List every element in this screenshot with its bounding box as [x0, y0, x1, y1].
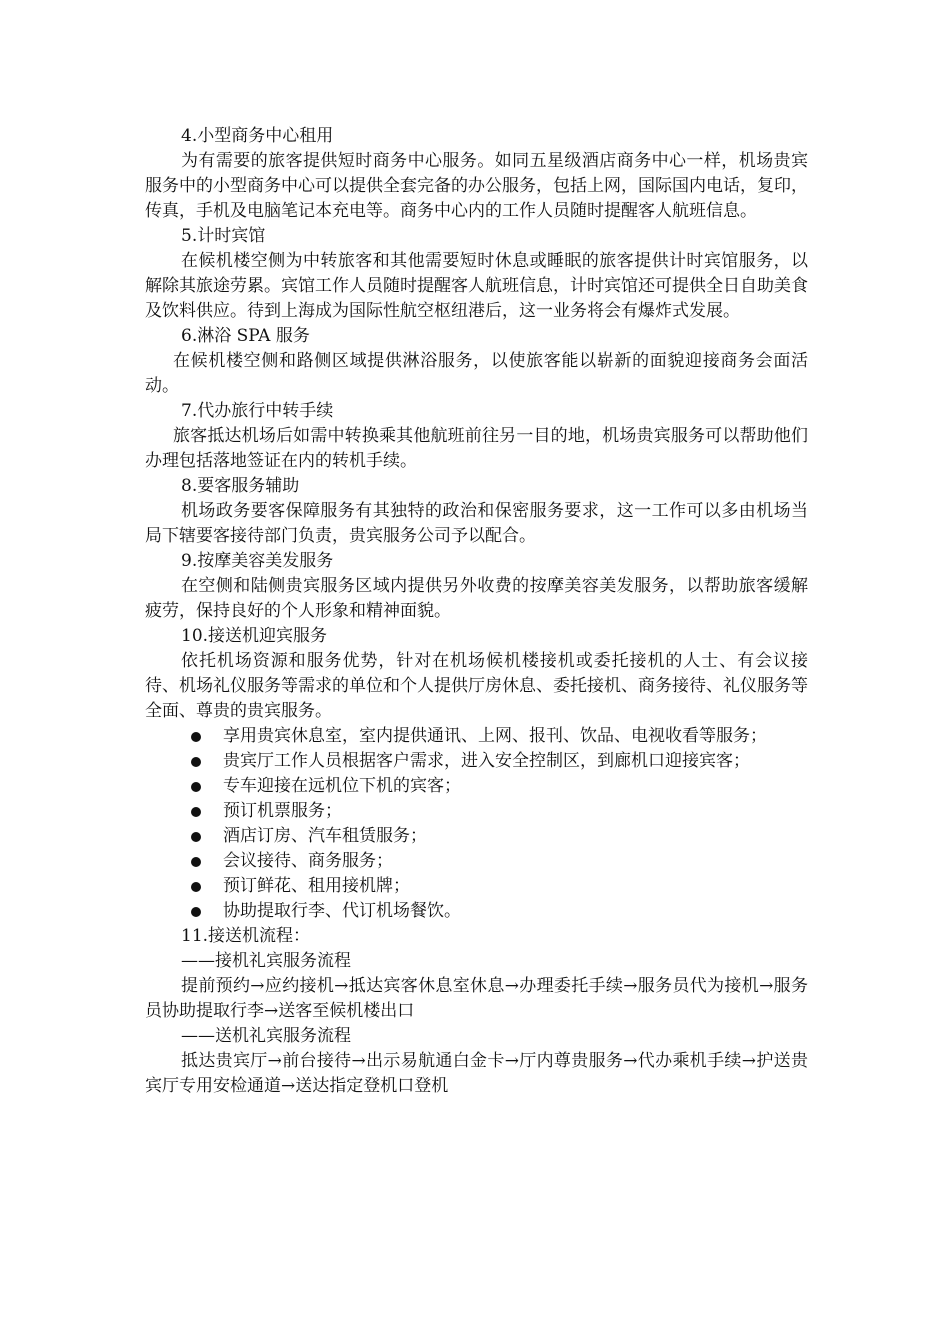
section-body-meet-greet: 依托机场资源和服务优势，针对在机场候机楼接机或委托接机的人士、有会议接待、机场礼仪服务等需求的单位和个人提供厅房休息、委托接机、商务接待、礼仪服务等全面、尊贵的贵宾服务。: [145, 651, 808, 721]
flow-heading-pickup: ——接机礼宾服务流程: [181, 951, 351, 971]
section-heading-business-center: 4.小型商务中心租用: [181, 126, 334, 146]
list-item: 专车迎接在远机位下机的宾客；: [145, 774, 808, 799]
section-heading-hourly-hotel: 5.计时宾馆: [181, 226, 266, 246]
flow-heading-dropoff: ——送机礼宾服务流程: [181, 1026, 351, 1046]
section-body-vip-assist: 机场政务要客保障服务有其独特的政治和保密服务要求，这一工作可以多由机场当局下辖要客接待部门负责，贵宾服务公司予以配合。: [145, 501, 808, 546]
bullet-dot-icon: [191, 757, 201, 767]
service-bullet-list: [145, 724, 808, 924]
section-heading-meet-greet: 10.接送机迎宾服务: [181, 626, 328, 646]
list-item: 预订机票服务；: [145, 799, 808, 824]
flow-body-pickup: 提前预约→应约接机→抵达宾客休息室休息→办理委托手续→服务员代为接机→服务员协助提取行李→送客至候机楼出口: [145, 976, 808, 1021]
document-page: [145, 124, 808, 1099]
list-item: 享用贵宾休息室，室内提供通讯、上网、报刊、饮品、电视收看等服务；: [145, 724, 808, 749]
list-item: 会议接待、商务服务；: [145, 849, 808, 874]
bullet-dot-icon: [191, 882, 201, 892]
section-body-hourly-hotel: 在候机楼空侧为中转旅客和其他需要短时休息或睡眠的旅客提供计时宾馆服务，以解除其旅途劳累。宾馆工作人员随时提醒客人航班信息，计时宾馆还可提供全日自助美食及饮料供应。待到上海成为国际性航空枢纽港后，这一业务将会有爆炸式发展。: [145, 251, 808, 321]
bullet-dot-icon: [191, 907, 201, 917]
section-body-transfer: 旅客抵达机场后如需中转换乘其他航班前往另一目的地，机场贵宾服务可以帮助他们办理包括落地签证在内的转机手续。: [145, 426, 808, 471]
section-heading-vip-assist: 8.要客服务辅助: [181, 476, 300, 496]
section-heading-flow: 11.接送机流程：: [181, 926, 311, 946]
bullet-dot-icon: [191, 807, 201, 817]
section-heading-transfer: 7.代办旅行中转手续: [181, 401, 334, 421]
list-item: 酒店订房、汽车租赁服务；: [145, 824, 808, 849]
bullet-dot-icon: [191, 732, 201, 742]
flow-body-dropoff: 抵达贵宾厅→前台接待→出示易航通白金卡→厅内尊贵服务→代办乘机手续→护送贵宾厅专用安检通道→送达指定登机口登机: [145, 1051, 808, 1096]
list-item: 预订鲜花、租用接机牌；: [145, 874, 808, 899]
bullet-dot-icon: [191, 857, 201, 867]
section-body-shower-spa: 在候机楼空侧和路侧区域提供淋浴服务，以使旅客能以崭新的面貌迎接商务会面活动。: [145, 351, 808, 396]
section-heading-massage: 9.按摩美容美发服务: [181, 551, 334, 571]
section-body-business-center: 为有需要的旅客提供短时商务中心服务。如同五星级酒店商务中心一样，机场贵宾服务中的小型商务中心可以提供全套完备的办公服务，包括上网，国际国内电话，复印，传真，手机及电脑笔记本充电等。商务中心内的工作人员随时提醒客人航班信息。: [145, 151, 808, 221]
section-body-massage: 在空侧和陆侧贵宾服务区域内提供另外收费的按摩美容美发服务，以帮助旅客缓解疲劳，保持良好的个人形象和精神面貌。: [145, 576, 808, 621]
bullet-dot-icon: [191, 782, 201, 792]
bullet-dot-icon: [191, 832, 201, 842]
section-heading-shower-spa: 6.淋浴 SPA 服务: [181, 326, 310, 346]
list-item: 协助提取行李、代订机场餐饮。: [145, 899, 808, 924]
list-item: 贵宾厅工作人员根据客户需求，进入安全控制区，到廊机口迎接宾客；: [145, 749, 808, 774]
